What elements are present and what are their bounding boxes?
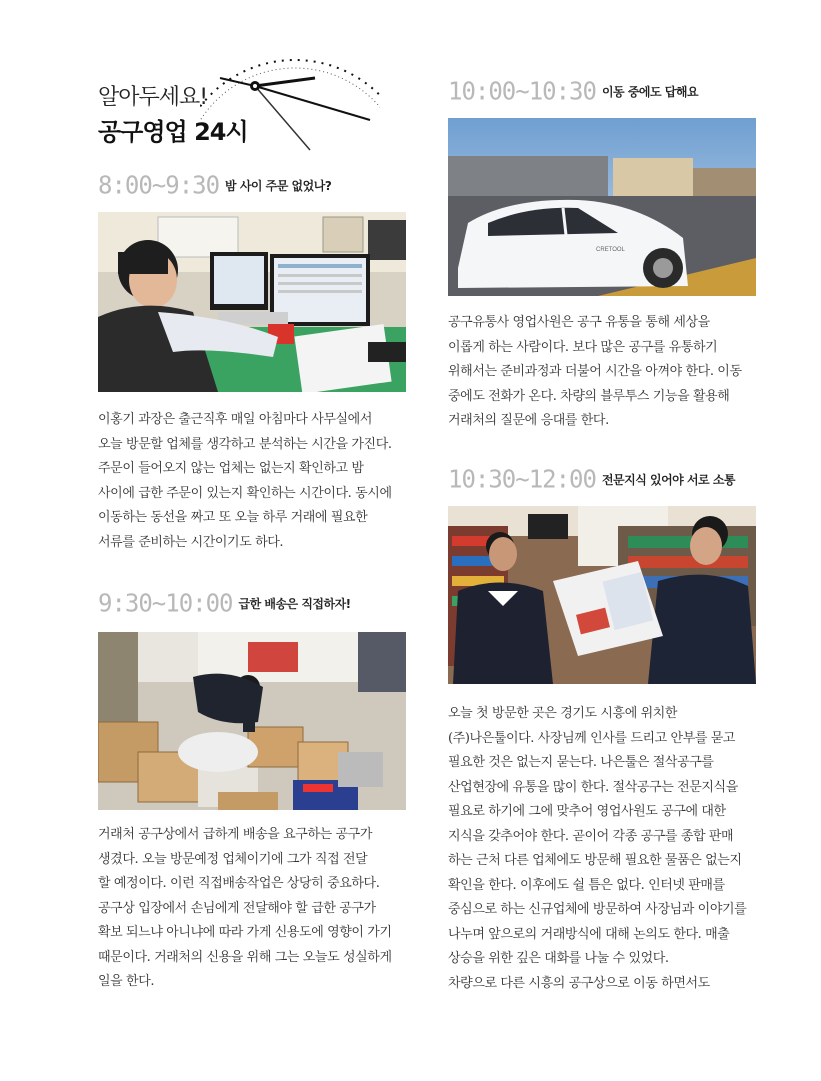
section-1-time: 8:00~9:30	[98, 170, 220, 200]
masthead-headline: 공구영업 24시	[98, 118, 248, 146]
section-2-title: 급한 배송은 직접하자!	[238, 597, 351, 611]
section-4-header	[448, 464, 735, 492]
section-3-header	[448, 76, 698, 104]
section-4-body: 오늘 첫 방문한 곳은 경기도 시흥에 위치한 (주)나은툴이다. 사장님께 인사를 드리고 안부를 묻고 필요한 것은 없는지 묻는다. 나은툴은 절삭공구를 산업현장에 유통을 많이 한다. 절삭공구는 전문지식을 필요로 하기에 그에 맞추어 영업사원도 공구에 대한 지식을 갖추어야 한다. 곧이어 각종 공구를 종합 판매 하는 근처 다른 업체에도 방문해 필요한 물품은 없는지 확인을 한다. 이후에도 쉴 틈은 없다. 인터넷 판매를 중심으로 하는 신규업체에 방문하여 사장님과 이야기를 나누며 앞으로의 거래방식에 대해 논의도 한다. 매출 상승을 위한 깊은 대화를 나눌 수 있었다. 차량으로 다른 시흥의 공구상으로 이동 하면서도	[448, 706, 747, 991]
section-2-body: 거래처 공구상에서 급하게 배송을 요구하는 공구가 생겼다. 오늘 방문예정 업체이기에 그가 직접 전달 할 예정이다. 이런 직접배송작업은 상당히 중요하다. 공구상 입장에서 손님에게 전달해야 할 급한 공구가 확보 되느냐 아니냐에 따라 가게 신용도에 영향이 가기 때문이다. 거래처의 신용을 위해 그는 오늘도 성실하게 일을 한다.	[98, 827, 392, 989]
section-3-title: 이동 중에도 답해요	[601, 85, 699, 99]
section-3-body: 공구유통사 영업사원은 공구 유통을 통해 세상을 이롭게 하는 사람이다. 보다 많은 공구를 유통하기 위해서는 준비과정과 더불어 시간을 아껴야 한다. 이동 중에도 전화가 온다. 차량의 블루투스 기능을 활용해 거래처의 질문에 응대를 한다.	[448, 315, 742, 428]
photo-shop-meeting	[448, 506, 756, 684]
car-door-logo: CRETOOL	[596, 247, 625, 253]
photo-white-suv	[448, 118, 756, 296]
section-4-title: 전문지식 있어야 서로 소통	[601, 473, 735, 487]
photo-warehouse-boxes	[98, 632, 406, 810]
section-3-time: 10:00~10:30	[448, 76, 596, 106]
section-2-header	[98, 588, 351, 616]
section-1-header	[98, 170, 331, 198]
section-4-time: 10:30~12:00	[448, 464, 596, 494]
section-1-body: 이홍기 과장은 출근직후 매일 아침마다 사무실에서 오늘 방문할 업체를 생각하고 분석하는 시간을 가진다. 주문이 들어오지 않는 업체는 없는지 확인하고 밤 사이에 급한 주문이 있는지 확인하는 시간이다. 동시에 이동하는 동선을 짜고 또 오늘 하루 거래에 필요한 서류를 준비하는 시간이기도 하다.	[98, 412, 392, 550]
section-2-time: 9:30~10:00	[98, 588, 233, 618]
masthead-kicker: 알아두세요!	[98, 85, 208, 110]
photo-office-desk	[98, 212, 406, 392]
section-1-title: 밤 사이 주문 없었나?	[225, 179, 332, 193]
